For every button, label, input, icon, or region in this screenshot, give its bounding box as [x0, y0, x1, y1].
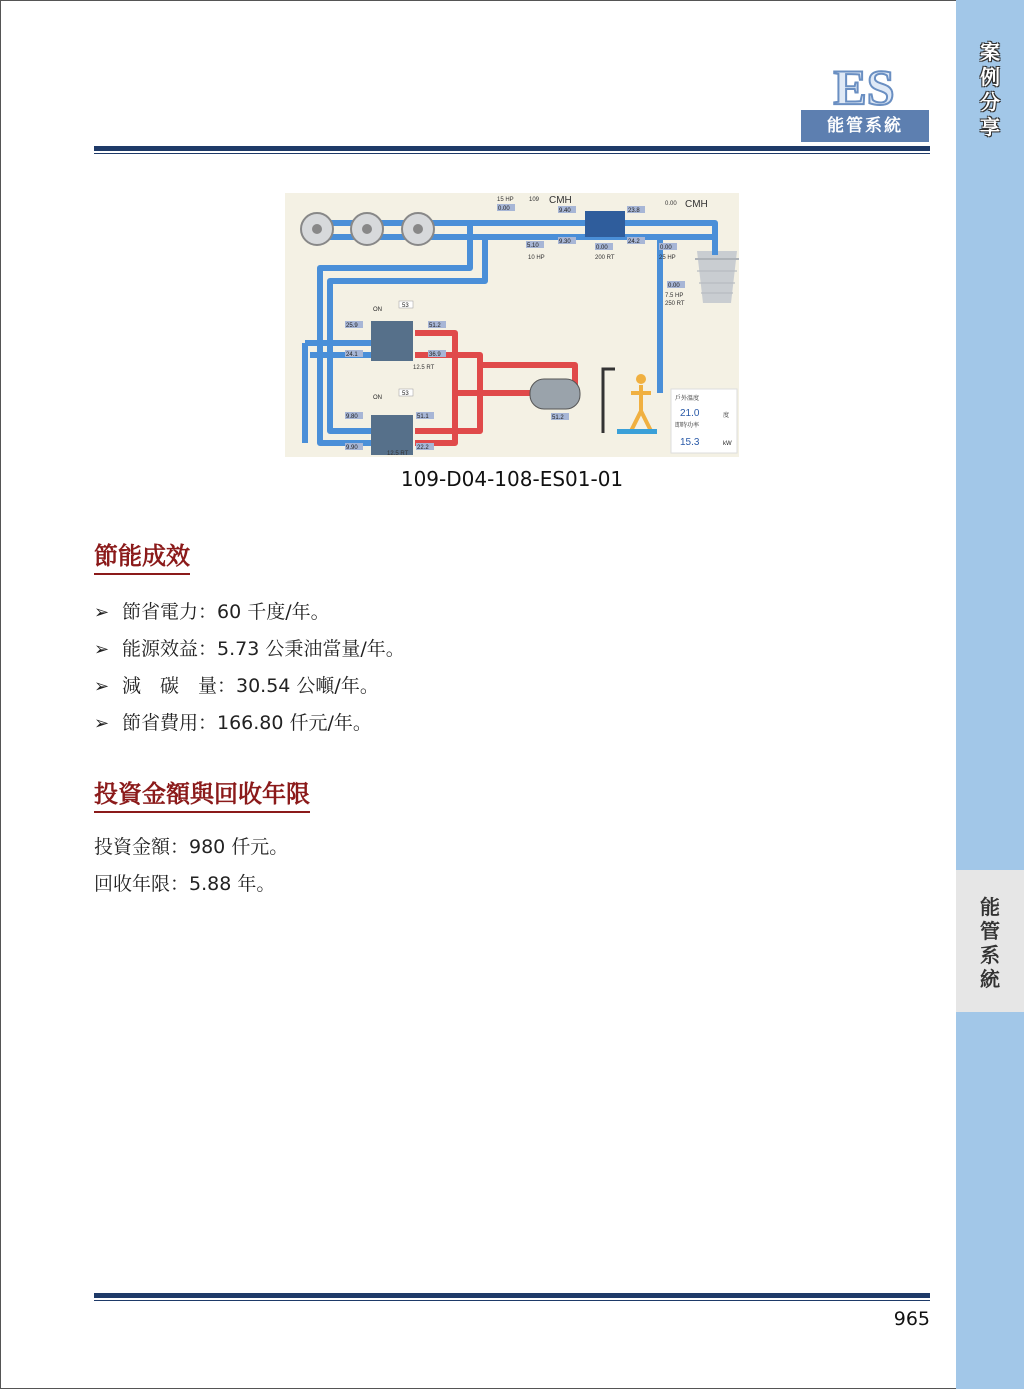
value-13: 9.80 — [346, 414, 358, 420]
value-11: 24.1 — [346, 352, 358, 358]
outdoor-temp-label: 戶外溫度 — [675, 396, 700, 402]
figure-caption: 109-D04-108-ES01-01 — [400, 467, 624, 491]
label-cmh2-value: 0.00 — [665, 201, 677, 207]
setpoint-b: 53 — [402, 391, 409, 397]
status-on-b: ON — [373, 395, 382, 401]
power-label: 即時功率 — [675, 423, 700, 429]
value-14: 51.1 — [417, 414, 429, 420]
list-item: ➢ 節省電力：60 千度/年。 — [94, 601, 330, 623]
list-item: ➢ 節省費用：166.80 仟元/年。 — [94, 712, 372, 734]
header-rule — [94, 146, 930, 154]
label-15hp: 15 HP — [497, 197, 514, 203]
value-12: 36.9 — [429, 352, 441, 358]
label-cmh2: CMH — [685, 199, 708, 210]
list-item: ➢ 減 碳 量：30.54 公噸/年。 — [94, 675, 379, 697]
header-badge: 能管系統 — [801, 110, 929, 142]
side-tab-top-label: 案例分享 — [980, 40, 1000, 139]
es-logo-text: ES — [833, 62, 895, 110]
list-item: ➢ 能源效益：5.73 公秉油當量/年。 — [94, 638, 405, 660]
footer-rule — [94, 1293, 930, 1301]
value-0: 0.00 — [498, 206, 510, 212]
payback-period: 回收年限：5.88 年。 — [94, 873, 276, 895]
label-10hp: 10 HP — [528, 255, 545, 261]
outdoor-temp-unit: 度 — [723, 413, 730, 419]
side-tab — [956, 0, 1024, 1389]
value-5: 9.40 — [559, 208, 571, 214]
label-125rt-b: 12.5 RT — [387, 451, 409, 457]
setpoint-a: 53 — [402, 303, 409, 309]
investment-title: 投資金額與回收年限 — [94, 774, 310, 813]
power-unit: kW — [723, 441, 732, 447]
label-cmh: CMH — [549, 195, 572, 206]
storage-tank — [530, 379, 580, 409]
value-2: 0.00 — [596, 245, 608, 251]
label-125rt-a: 12.5 RT — [413, 365, 435, 371]
value-17: 51.2 — [552, 415, 564, 421]
value-1: 5.10 — [527, 243, 539, 249]
savings-list — [94, 594, 405, 742]
savings-title: 節能成效 — [94, 536, 190, 575]
label-cmh-value: 109 — [529, 197, 540, 203]
value-10: 51.2 — [429, 323, 441, 329]
label-200rt: 200 RT — [595, 255, 615, 261]
heat-pump-2 — [371, 415, 413, 455]
es-logo — [812, 62, 916, 110]
value-16: 22.2 — [417, 445, 429, 451]
fan-units — [301, 213, 434, 245]
page-number: 965 — [893, 1308, 930, 1330]
value-15: 9.90 — [346, 445, 358, 451]
power-value: 15.3 — [680, 437, 700, 448]
investment-amount: 投資金額：980 仟元。 — [94, 836, 289, 858]
system-diagram — [285, 193, 739, 457]
chiller-unit — [585, 211, 625, 237]
value-9: 25.9 — [346, 323, 358, 329]
value-8: 24.2 — [628, 239, 640, 245]
label-75hp: 7.5 HP — [665, 293, 684, 299]
value-6: 9.30 — [559, 239, 571, 245]
value-4: 0.00 — [668, 283, 680, 289]
label-25hp: 25 HP — [659, 255, 676, 261]
label-250rt: 250 RT — [665, 301, 685, 307]
side-tab-bottom-label: 能管系統 — [980, 895, 1000, 991]
status-on-a: ON — [373, 307, 382, 313]
outdoor-temp-value: 21.0 — [680, 408, 700, 419]
value-7: 23.8 — [628, 208, 640, 214]
heat-pump-1 — [371, 321, 413, 361]
value-3: 0.00 — [660, 245, 672, 251]
